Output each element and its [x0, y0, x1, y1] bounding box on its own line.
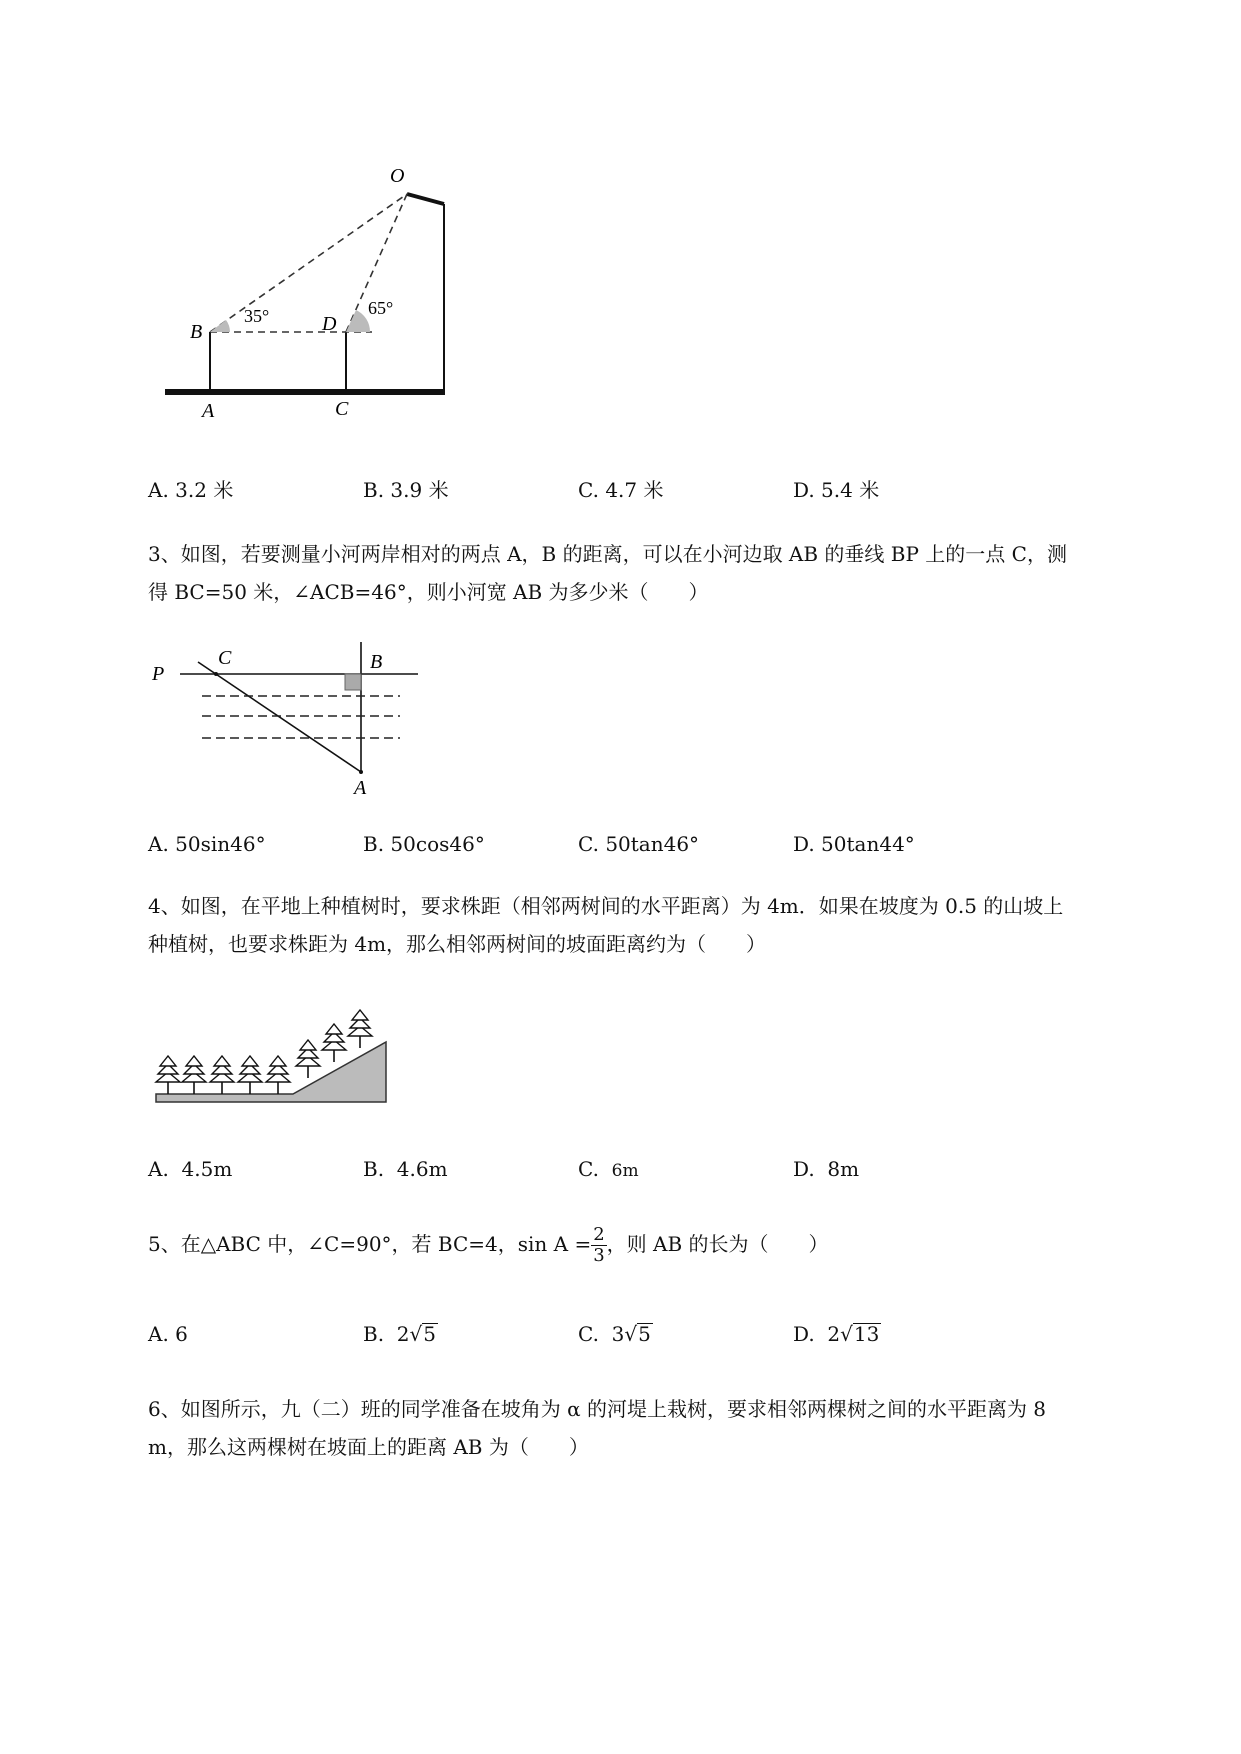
pine-tree-icon [238, 1056, 262, 1094]
radical-sign: √ [624, 1322, 638, 1346]
q6-stem [148, 1390, 1158, 1466]
q4-line-1: 4、如图，在平地上种植树时，要求株距（相邻两树间的水平距离）为 4m．如果在坡度为 0.5 的山坡上 [148, 894, 1064, 918]
label-b: B [190, 321, 203, 343]
option-letter: C. [578, 832, 599, 856]
figure-building-angles [160, 160, 460, 430]
option-text: 50tan44° [821, 832, 915, 856]
figure-trees-slope [148, 990, 398, 1110]
option-letter: A. [148, 1157, 169, 1181]
q3-line-2: 得 BC=50 米，∠ACB=46°，则小河宽 AB 为多少米（ ） [148, 580, 709, 604]
option-letter: C. [578, 478, 599, 502]
label-o: O [390, 165, 405, 187]
option-text: 4.6m [396, 1157, 448, 1181]
q3-option-a[interactable] [148, 832, 266, 856]
option-text: 50sin46° [175, 832, 266, 856]
radicand: 5 [423, 1322, 436, 1346]
line-ca [198, 662, 361, 772]
option-text: 3.2 米 [175, 478, 234, 502]
option-text: 5.4 米 [821, 478, 880, 502]
q4-line-2: 种植树，也要求株距为 4m，那么相邻两树间的坡面距离约为（ ） [148, 932, 767, 956]
q4-option-a[interactable] [148, 1157, 232, 1181]
q3-line-1: 3、如图，若要测量小河两岸相对的两点 A，B 的距离，可以在小河边取 AB 的垂线 BP 上的一点 C，测 [148, 542, 1067, 566]
q5-suffix: ，则 AB 的长为（ ） [606, 1232, 829, 1256]
label-p: P [152, 663, 165, 685]
pine-tree-icon [156, 1056, 180, 1094]
pine-tree-icon [296, 1040, 320, 1078]
option-letter: B. [363, 1157, 385, 1181]
point-a [359, 770, 363, 774]
q4-option-c[interactable] [578, 1157, 639, 1181]
q5-option-d[interactable] [793, 1322, 881, 1346]
option-letter: B. [363, 1322, 385, 1346]
label-angle-35: 35° [244, 306, 270, 326]
label-c: C [218, 647, 232, 669]
angle-d-mark [346, 310, 370, 332]
q4-stem [148, 887, 1158, 963]
option-letter: C. [578, 1157, 599, 1181]
option-text: 6m [611, 1161, 639, 1181]
option-letter: D. [793, 1322, 815, 1346]
label-a: A [202, 400, 215, 422]
q4-option-b[interactable] [363, 1157, 448, 1181]
option-text: 8m [827, 1157, 860, 1181]
option-letter: B. [363, 478, 385, 502]
option-text: 50cos46° [390, 832, 485, 856]
q2-option-d[interactable] [793, 474, 879, 503]
q4-option-d[interactable] [793, 1157, 859, 1181]
pine-tree-icon [182, 1056, 206, 1094]
q3-option-d[interactable] [793, 832, 915, 856]
option-letter: C. [578, 1322, 599, 1346]
q2-option-c[interactable] [578, 474, 663, 503]
radicand: 13 [853, 1322, 880, 1346]
angle-b-mark [210, 320, 230, 332]
pine-tree-icon [266, 1056, 290, 1094]
radical-sign: √ [840, 1322, 853, 1346]
label-a: A [354, 777, 367, 799]
right-angle-mark [345, 674, 361, 690]
option-letter: D. [793, 1157, 815, 1181]
radical-sign: √ [409, 1322, 423, 1346]
pine-tree-icon [210, 1056, 234, 1094]
option-letter: B. [363, 832, 385, 856]
pine-tree-icon [322, 1024, 346, 1062]
option-coefficient: 3 [611, 1322, 625, 1346]
fraction-two-thirds [591, 1225, 606, 1266]
figure-river [148, 640, 438, 800]
option-letter: A. [148, 832, 169, 856]
q6-line-2: m，那么这两棵树在坡面上的距离 AB 为（ ） [148, 1435, 589, 1459]
option-letter: D. [793, 832, 815, 856]
option-letter: D. [793, 478, 815, 502]
fraction-numerator: 2 [593, 1224, 605, 1245]
q2-option-b[interactable] [363, 474, 449, 503]
option-text: 50tan46° [605, 832, 700, 856]
option-letter: A. [148, 478, 169, 502]
q3-stem [148, 535, 1158, 611]
option-text: 4.7 米 [605, 478, 664, 502]
pine-tree-icon [348, 1010, 372, 1048]
label-c: C [335, 398, 349, 420]
option-text: 4.5m [181, 1157, 233, 1181]
label-d: D [322, 313, 337, 335]
option-coefficient: 2 [827, 1322, 841, 1346]
q2-option-a[interactable] [148, 474, 233, 503]
radicand: 5 [638, 1322, 651, 1346]
option-value: 6 [175, 1322, 188, 1346]
q5-option-b[interactable] [363, 1322, 438, 1346]
option-letter: A. [148, 1322, 169, 1346]
q5-stem [148, 1222, 1158, 1266]
label-angle-65: 65° [368, 298, 394, 318]
q5-prefix: 5、在△ABC 中，∠C=90°，若 BC=4，sin A = [148, 1232, 592, 1256]
q6-line-1: 6、如图所示，九（二）班的同学准备在坡角为 α 的河堤上栽树，要求相邻两棵树之间的水平距离为 8 [148, 1397, 1047, 1421]
q3-option-c[interactable] [578, 832, 699, 856]
q3-option-b[interactable] [363, 832, 485, 856]
roof-edge [407, 194, 444, 204]
q5-option-c[interactable] [578, 1322, 653, 1346]
option-text: 3.9 米 [390, 478, 449, 502]
fraction-denominator: 3 [593, 1245, 605, 1266]
label-b: B [370, 651, 383, 673]
point-c [214, 672, 218, 676]
option-coefficient: 2 [396, 1322, 410, 1346]
q5-option-a[interactable] [148, 1322, 188, 1346]
